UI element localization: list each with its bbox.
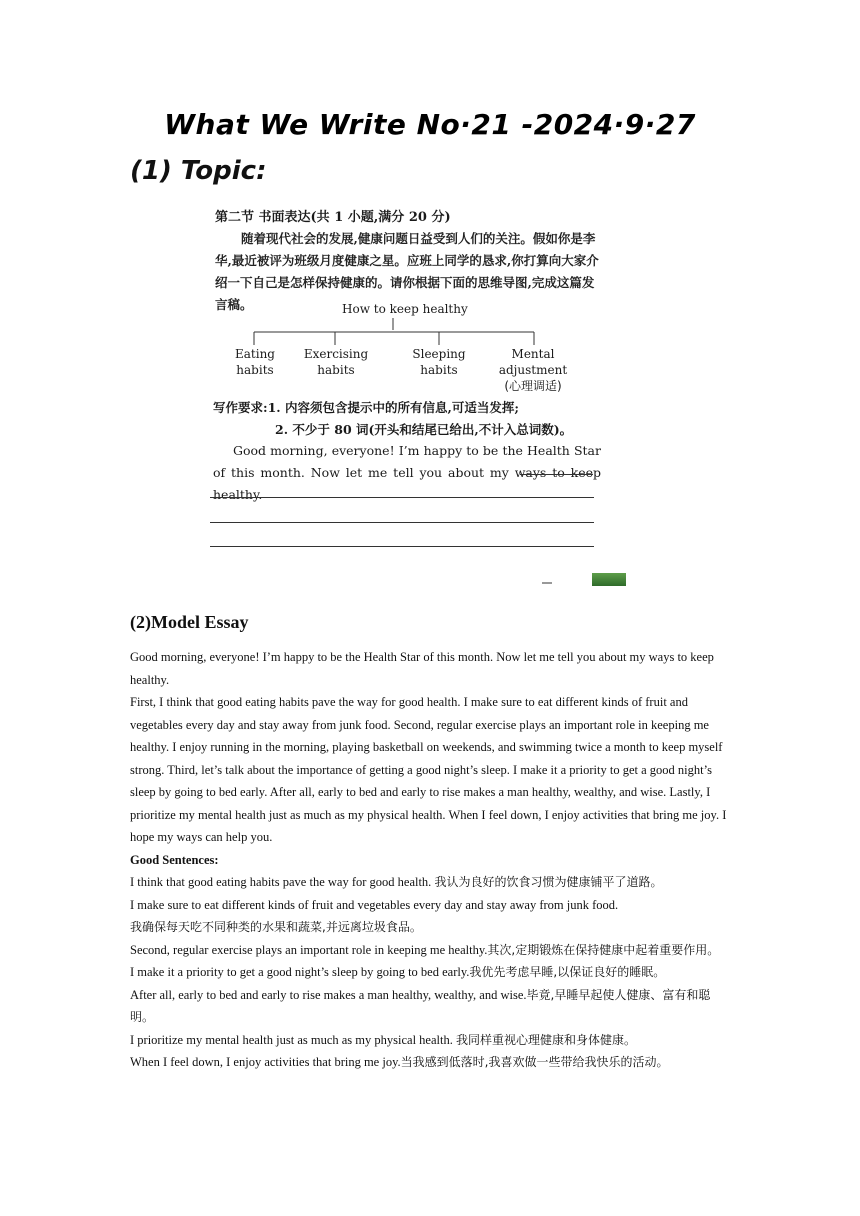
essay-paragraph: Good morning, everyone! I’m happy to be the Health Star of this month. Now let me tell you about my ways to keep healthy. xyxy=(130,650,714,687)
essay-paragraph: First, I think that good eating habits pave the way for good health. I make sure to eat different kinds of fruit and vegetables every day and stay away from junk food. Second, regular exercise plays an important role in keeping me healthy. I enjoy running in the morning, playing basketball on weekends, and swimming twice a month to keep myself strong. Third, let’s talk about the importance of getting a good night’s sleep. I make it a priority to get a good night’s sleep by going to bed early. After all, early to bed and early to rise makes a man healthy, wealthy, and wise. Lastly, I prioritize my mental health just as much as my physical health. When I feel down, I enjoy activities that bring me joy. I hope my ways can help you. xyxy=(130,695,727,844)
topic-heading: (1) Topic: xyxy=(130,156,267,186)
scanned-exam-question xyxy=(207,200,607,560)
mindmap-root: How to keep healthy xyxy=(342,302,468,316)
good-sentences-label: Good Sentences: xyxy=(130,852,219,867)
model-essay-heading: (2)Model Essay xyxy=(130,612,249,632)
good-sentence: I think that good eating habits pave the way for good health. 我认为良好的饮食习惯为健康铺平了道路。 xyxy=(130,875,663,889)
mindmap-connectors xyxy=(207,200,607,350)
page-title: What We Write No·21 -2024·9·27 xyxy=(164,108,696,141)
good-sentence: I make it a priority to get a good night’s sleep by going to bed early.我优先考虑早睡,以保证良好的睡眠。 xyxy=(130,965,666,979)
branch-mental: Mental adjustment (心理调适) xyxy=(498,347,568,393)
section-header: 第二节 书面表达(共 1 小题,满分 20 分) xyxy=(215,210,451,225)
good-sentence: I make sure to eat different kinds of fruit and vegetables every day and stay away from junk food. 我确保每天吃不同种类的水果和蔬菜,并远离垃圾食品。 xyxy=(130,897,619,934)
answer-line xyxy=(210,522,594,523)
answer-line xyxy=(520,474,593,475)
answer-line xyxy=(210,546,594,547)
scan-artifact xyxy=(592,573,626,586)
branch-eating: Eating habits xyxy=(235,347,275,377)
model-essay xyxy=(130,646,732,1074)
branch-exercising: Exercising habits xyxy=(303,347,369,377)
good-sentence: When I feel down, I enjoy activities that bring me joy.当我感到低落时,我喜欢做一些带给我快乐的活动。 xyxy=(130,1055,669,1069)
writing-requirement-2: 2. 不少于 80 词(开头和结尾已给出,不计入总词数)。 xyxy=(275,422,573,437)
writing-requirement-1: 写作要求:1. 内容须包含提示中的所有信息,可适当发挥; xyxy=(213,400,519,415)
scan-artifact xyxy=(542,582,552,584)
good-sentence: I prioritize my mental health just as much as my physical health. 我同样重视心理健康和身体健康。 xyxy=(130,1032,636,1047)
good-sentence: After all, early to bed and early to rise makes a man healthy, wealthy, and wise.毕竟,早睡早起使人健康、富有和聪明。 xyxy=(130,987,711,1024)
good-sentence: Second, regular exercise plays an important role in keeping me healthy.其次,定期锻炼在保持健康中起着重要作用。 xyxy=(130,942,720,957)
answer-line xyxy=(210,497,594,498)
essay-starter: Good morning, everyone! I’m happy to be the Health Star of this month. Now let me tell you about my ways to keep healthy. xyxy=(213,443,601,502)
branch-sleeping: Sleeping habits xyxy=(412,347,466,377)
task-prompt: 随着现代社会的发展,健康问题日益受到人们的关注。假如你是李华,最近被评为班级月度健康之星。应班上同学的恳求,你打算向大家介绍一下自己是怎样保持健康的。请你根据下面的思维导图,完成这篇发言稿。 xyxy=(215,231,599,312)
